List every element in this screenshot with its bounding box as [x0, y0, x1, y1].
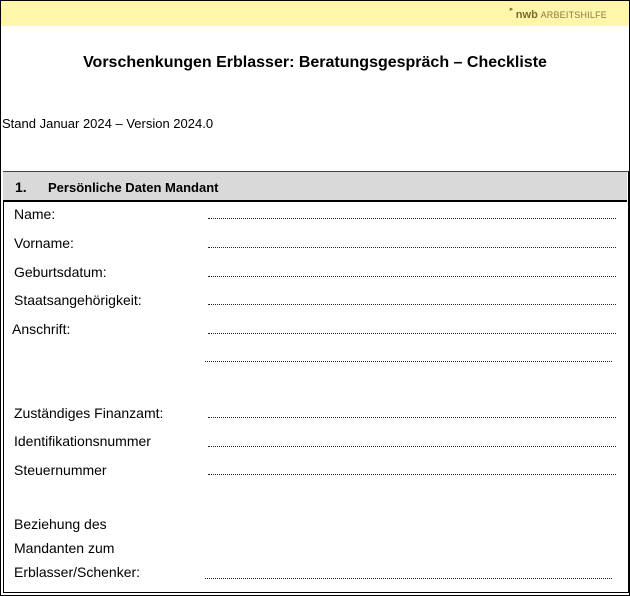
label-name: Name: — [14, 206, 56, 222]
section-number: 1. — [15, 179, 27, 195]
fill-line-identifikationsnummer[interactable] — [208, 446, 616, 447]
label-anschrift: Anschrift: — [12, 321, 71, 337]
label-finanzamt: Zuständiges Finanzamt: — [14, 405, 164, 421]
label-beziehung-1: Beziehung des — [14, 516, 107, 532]
document-title: Vorschenkungen Erblasser: Beratungsgespräch – Checkliste — [83, 54, 547, 71]
document-version: Stand Januar 2024 – Version 2024.0 — [2, 116, 214, 131]
fill-line-staatsangehoerigkeit[interactable] — [208, 304, 616, 305]
fill-line-name[interactable] — [208, 218, 616, 219]
fill-line-beziehung[interactable] — [205, 578, 612, 579]
label-beziehung-2: Mandanten zum — [14, 540, 115, 556]
nwb-logo — [509, 6, 607, 21]
fill-line-anschrift-2[interactable] — [205, 361, 612, 362]
header-band — [1, 1, 629, 26]
brand-subtitle: ARBEITSHILFE — [540, 10, 607, 20]
logo-arrow-icon: ▸ — [509, 6, 514, 13]
fill-line-geburtsdatum[interactable] — [208, 276, 616, 277]
label-staatsangehoerigkeit: Staatsangehörigkeit: — [14, 292, 142, 308]
label-beziehung-3: Erblasser/Schenker: — [14, 564, 141, 580]
brand-name: nwb — [515, 9, 538, 21]
fill-line-finanzamt[interactable] — [208, 417, 616, 418]
section-title: Persönliche Daten Mandant — [48, 180, 219, 195]
fill-line-vorname[interactable] — [208, 247, 616, 248]
label-vorname: Vorname: — [14, 235, 74, 251]
label-steuernummer: Steuernummer — [14, 462, 107, 478]
fill-line-steuernummer[interactable] — [208, 474, 616, 475]
fill-line-anschrift-1[interactable] — [208, 333, 616, 334]
label-identifikationsnummer: Identifikationsnummer — [14, 433, 151, 449]
label-geburtsdatum: Geburtsdatum: — [14, 264, 107, 280]
section-header — [3, 171, 627, 202]
